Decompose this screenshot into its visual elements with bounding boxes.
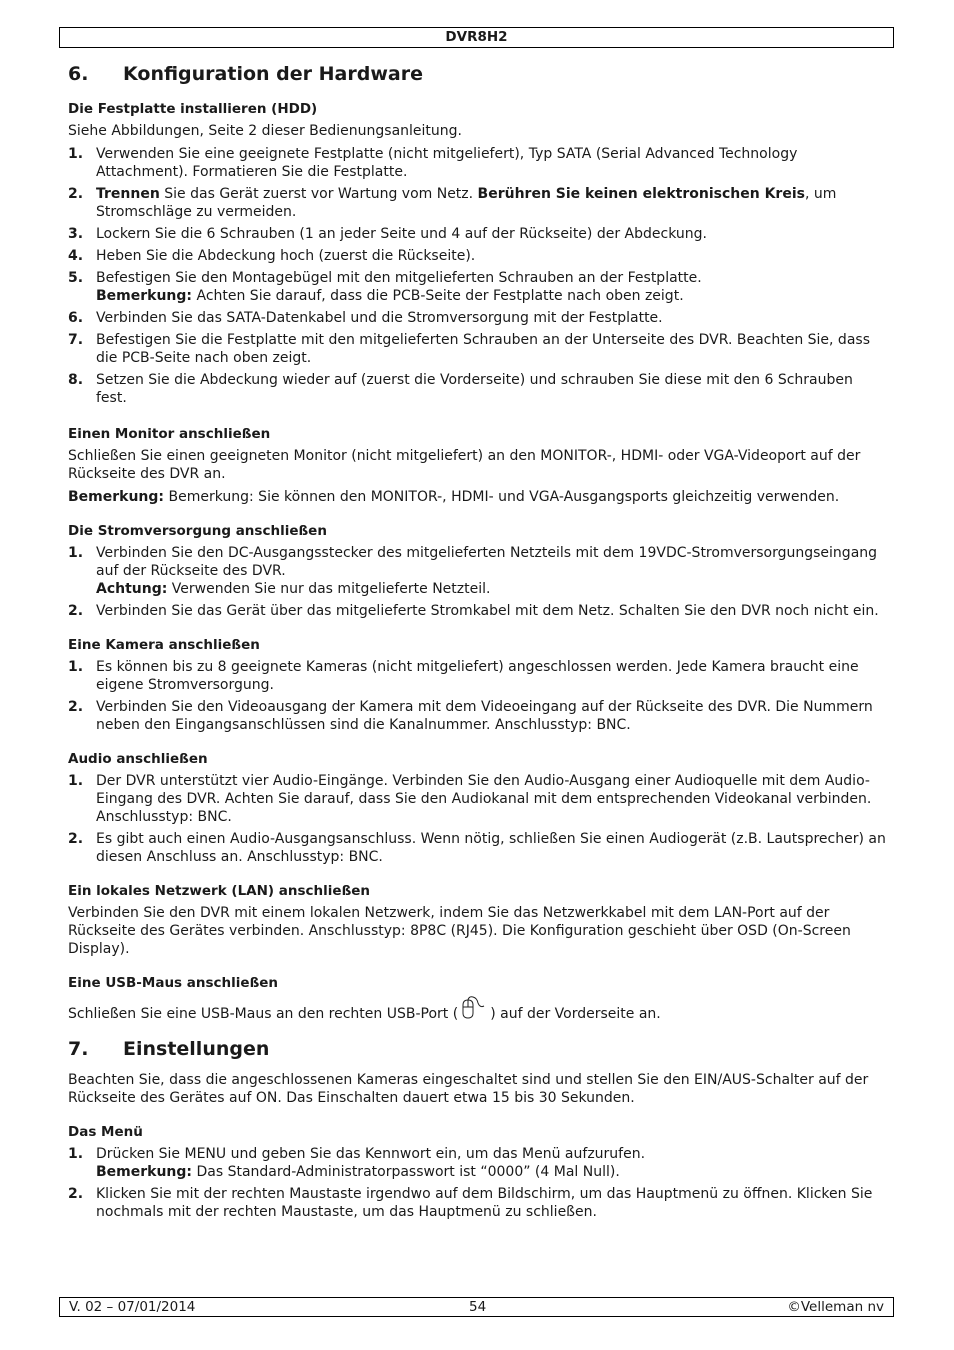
- page-content: [68, 62, 886, 1225]
- list-item: [68, 602, 886, 620]
- step-number: 4.: [68, 248, 84, 264]
- list-item: [68, 185, 886, 221]
- step-text-part: Sie das Gerät zuerst vor Wartung vom Netz.: [159, 186, 478, 202]
- note-text: Bemerkung: Sie können den MONITOR-, HDMI- und VGA-Ausgangsports gleichzeitig verwenden.: [164, 489, 840, 505]
- note-label: Bemerkung:: [96, 1164, 193, 1180]
- list-item: [68, 1185, 886, 1221]
- step-number: 1.: [68, 773, 84, 789]
- list-item: [68, 830, 886, 866]
- subheading-menu: Das Menü: [68, 1124, 143, 1140]
- step-text: Befestigen Sie die Festplatte mit den mitgelieferten Schrauben an der Unterseite des DVR. Beachten Sie, dass die PCB-Seite nach oben zeigt.: [96, 332, 870, 366]
- subheading-power: Die Stromversorgung anschließen: [68, 523, 327, 539]
- step-number: 2.: [68, 186, 84, 202]
- step-text: [96, 1145, 886, 1181]
- step-text: Klicken Sie mit der rechten Maustaste irgendwo auf dem Bildschirm, um das Hauptmenü zu öffnen. Klicken Sie nochmals mit der rechten Maustaste, um das Hauptmenü zu schließen.: [96, 1186, 873, 1220]
- step-number: 2.: [68, 699, 84, 715]
- usb-text-before: Schließen Sie eine USB-Maus an den rechten USB-Port (: [68, 1006, 459, 1022]
- step-text: [96, 269, 886, 305]
- list-item: [68, 269, 886, 305]
- step-text: Verbinden Sie den Videoausgang der Kamera mit dem Videoeingang auf der Rückseite des DVR. Die Nummern neben den Eingangsanschlüssen sind die Kanalnummer. Anschlusstyp: BNC.: [96, 699, 873, 733]
- step-number: 1.: [68, 545, 84, 561]
- step-text: Verwenden Sie eine geeignete Festplatte (nicht mitgeliefert), Typ SATA (Serial Advanced Technology Attachment). Formatieren Sie die Festplatte.: [96, 146, 798, 180]
- step-number: 6.: [68, 310, 84, 326]
- step-number: 5.: [68, 270, 84, 286]
- section-number: 6.: [68, 63, 89, 85]
- step-text: Es können bis zu 8 geeignete Kameras (nicht mitgeliefert) angeschlossen werden. Jede Kamera braucht eine eigene Stromversorgung.: [96, 659, 859, 693]
- page-footer: [59, 1297, 894, 1317]
- note-label: Bemerkung:: [68, 489, 165, 505]
- usb-text-after: ) auf der Vorderseite an.: [490, 1006, 661, 1022]
- step-text: [96, 544, 886, 598]
- step-number: 2.: [68, 603, 84, 619]
- step-text: Verbinden Sie das Gerät über das mitgelieferte Stromkabel mit dem Netz. Schalten Sie den DVR noch nicht ein.: [96, 603, 879, 619]
- step-number: 2.: [68, 1186, 84, 1202]
- subheading-lan: Ein lokales Netzwerk (LAN) anschließen: [68, 883, 371, 899]
- subheading-usb: Eine USB-Maus anschließen: [68, 975, 279, 991]
- note-label: Achtung:: [96, 581, 168, 597]
- list-item: [68, 225, 886, 243]
- step-text-part: Befestigen Sie den Montagebügel mit den mitgelieferten Schrauben an der Festplatte.: [96, 270, 702, 286]
- list-item: [68, 145, 886, 181]
- section-heading-hardware: [68, 62, 886, 86]
- list-item: [68, 331, 886, 367]
- subheading-camera: Eine Kamera anschließen: [68, 637, 260, 653]
- step-number: 7.: [68, 332, 84, 348]
- section-heading-settings: [68, 1037, 886, 1061]
- list-item: [68, 371, 886, 407]
- section-title: Einstellungen: [123, 1038, 270, 1060]
- list-item: [68, 544, 886, 598]
- usb-text: [68, 996, 886, 1023]
- subheading-hdd: Die Festplatte installieren (HDD): [68, 101, 318, 117]
- step-text-part: Drücken Sie MENU und geben Sie das Kennwort ein, um das Menü aufzurufen.: [96, 1146, 646, 1162]
- step-number: 3.: [68, 226, 84, 242]
- settings-intro: Beachten Sie, dass die angeschlossenen Kameras eingeschaltet sind und stellen Sie den EIN/AUS-Schalter auf der Rückseite des Gerätes auf ON. Das Einschalten dauert etwa 15 bis 30 Sekunden.: [68, 1072, 869, 1106]
- step-text: Der DVR unterstützt vier Audio-Eingänge. Verbinden Sie den Audio-Ausgang einer Audioquelle mit dem Audio-Eingang des DVR. Achten Sie darauf, dass Sie den Audiokanal mit dem entsprechenden Videokanal verbinden. Anschlusstyp: BNC.: [96, 773, 872, 825]
- model-name: DVR8H2: [445, 29, 508, 45]
- step-number: 1.: [68, 1146, 84, 1162]
- step-text-part: , um Stromschläge zu vermeiden.: [96, 186, 837, 220]
- step-text: Heben Sie die Abdeckung hoch (zuerst die Rückseite).: [96, 248, 476, 264]
- step-text: Verbinden Sie das SATA-Datenkabel und die Stromversorgung mit der Festplatte.: [96, 310, 663, 326]
- note-text: Achten Sie darauf, dass die PCB-Seite der Festplatte nach oben zeigt.: [192, 288, 684, 304]
- list-item: [68, 658, 886, 694]
- monitor-text: Schließen Sie einen geeigneten Monitor (nicht mitgeliefert) an den MONITOR-, HDMI- oder VGA-Videoport auf der Rückseite des DVR an.: [68, 448, 861, 482]
- list-item: [68, 772, 886, 826]
- footer-page-number: 54: [469, 1299, 487, 1315]
- footer-version: V. 02 – 07/01/2014: [69, 1299, 196, 1315]
- list-item: [68, 309, 886, 327]
- monitor-note: [68, 488, 886, 506]
- step-number: 8.: [68, 372, 84, 388]
- mouse-icon: [458, 996, 490, 1022]
- step-text: Es gibt auch einen Audio-Ausgangsanschluss. Wenn nötig, schließen Sie einen Audiogerät (z.B. Lautsprecher) an diesen Anschluss an. Anschlusstyp: BNC.: [96, 831, 886, 865]
- step-text: Setzen Sie die Abdeckung wieder auf (zuerst die Vorderseite) und schrauben Sie diese mit den 6 Schrauben fest.: [96, 372, 853, 406]
- step-number: 2.: [68, 831, 84, 847]
- note-text: Das Standard-Administratorpasswort ist “0000” (4 Mal Null).: [192, 1164, 620, 1180]
- step-number: 1.: [68, 659, 84, 675]
- list-item: [68, 698, 886, 734]
- subheading-audio: Audio anschließen: [68, 751, 208, 767]
- hdd-intro: Siehe Abbildungen, Seite 2 dieser Bedienungsanleitung.: [68, 123, 462, 139]
- note-label: Bemerkung:: [96, 288, 193, 304]
- step-text-part: Verbinden Sie den DC-Ausgangsstecker des mitgelieferten Netzteils mit dem 19VDC-Stromversorgungseingang auf der Rückseite des DVR.: [96, 545, 878, 579]
- list-item: [68, 1145, 886, 1181]
- footer-copyright: ©Velleman nv: [787, 1299, 884, 1315]
- note-text: Verwenden Sie nur das mitgelieferte Netzteil.: [167, 581, 491, 597]
- list-item: [68, 247, 886, 265]
- lan-text: Verbinden Sie den DVR mit einem lokalen Netzwerk, indem Sie das Netzwerkkabel mit dem LAN-Port auf der Rückseite des Gerätes verbinden. Anschlusstyp: 8P8C (RJ45). Die Konfiguration geschieht über OSD (On-Screen Display).: [68, 905, 851, 957]
- section-title: Konfiguration der Hardware: [123, 63, 423, 85]
- step-number: 1.: [68, 146, 84, 162]
- step-warning: Berühren Sie keinen elektronischen Kreis: [477, 186, 805, 202]
- step-bold: Trennen: [96, 186, 160, 202]
- subheading-monitor: Einen Monitor anschließen: [68, 426, 271, 442]
- step-text: [96, 185, 886, 221]
- section-number: 7.: [68, 1038, 89, 1060]
- step-text: Lockern Sie die 6 Schrauben (1 an jeder Seite und 4 auf der Rückseite) der Abdeckung.: [96, 226, 707, 242]
- page-header: [59, 27, 894, 48]
